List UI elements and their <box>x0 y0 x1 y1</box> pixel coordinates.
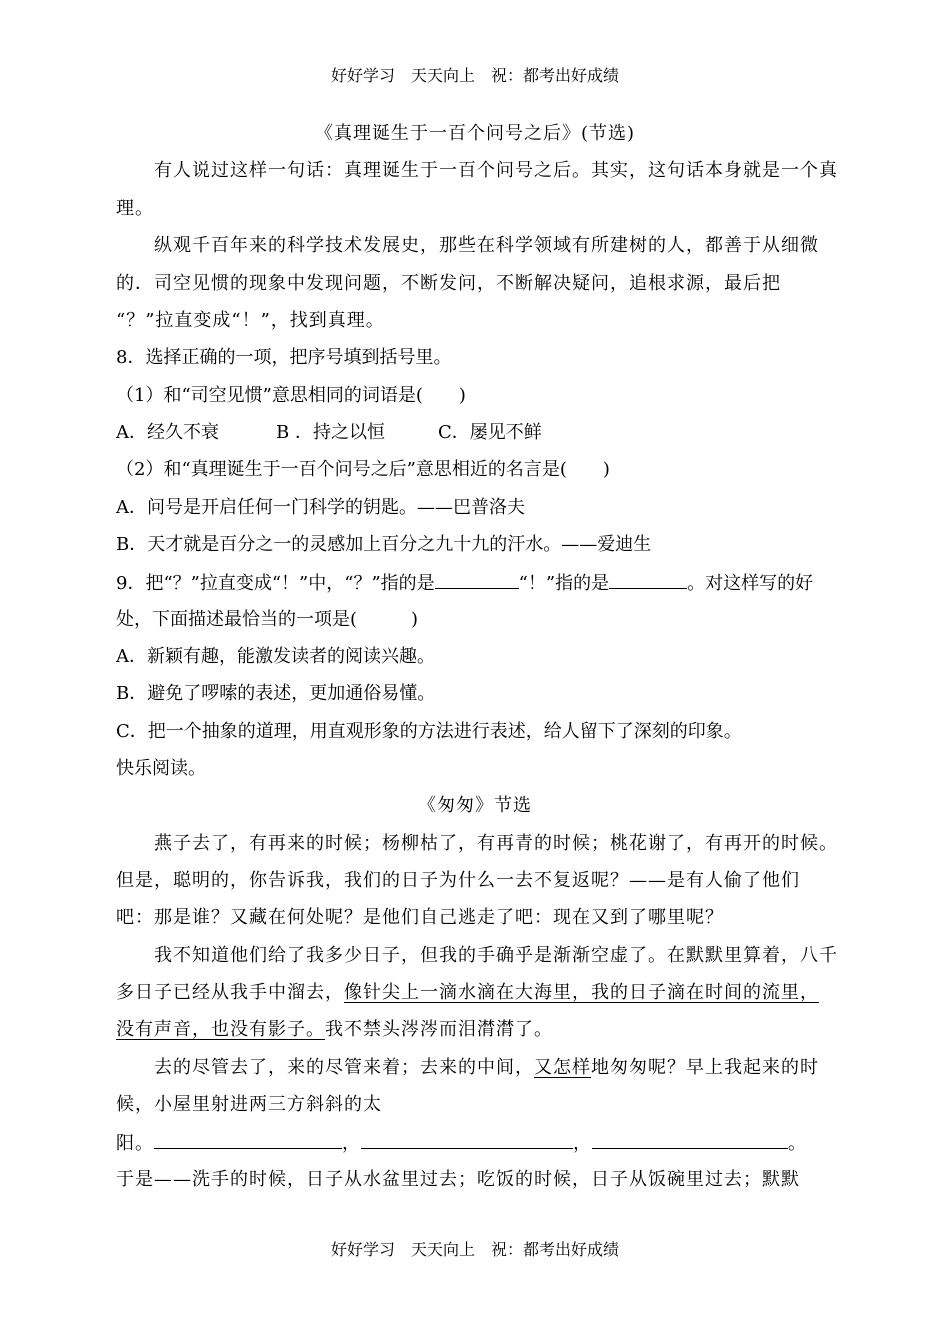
underlined-sentence: 没有声音，也没有影子。 <box>116 1019 325 1040</box>
answer-blank[interactable] <box>609 570 687 589</box>
q9-stem-part3: 。对这样写的好 <box>687 573 814 594</box>
answer-blank[interactable] <box>154 1130 342 1149</box>
passage1-line: 理。 <box>116 198 154 219</box>
passage2-text: 我不禁头涔涔而泪潸潸了。 <box>325 1019 553 1040</box>
passage1-line: 有人说过这样一句话：真理诞生于一百个问号之后。其实，这句话本身就是一个真 <box>116 160 838 181</box>
passage1-line: “？”拉直变成“！”，找到真理。 <box>116 310 385 331</box>
q9-stem-part1: 9．把“？”拉直变成“！”中，“？”指的是 <box>116 573 435 594</box>
answer-blank[interactable] <box>435 570 519 589</box>
underlined-word: 又怎样 <box>534 1057 591 1078</box>
passage2-text: 去的尽管去了，来的尽管来着；去来的中间， <box>116 1057 534 1078</box>
q8-sub1: （1）和“司空见惯”意思相同的词语是( ) <box>116 385 466 406</box>
passage2-line: 吧：那是谁？又藏在何处呢？是他们自己逃走了吧：现在又到了哪里呢？ <box>116 907 724 928</box>
q9-stem <box>116 570 813 596</box>
passage2-text: 阳。 <box>116 1133 154 1154</box>
passage1-line: 的．司空见惯的现象中发现问题，不断发问，不断解决疑问，追根求源，最后把 <box>116 273 781 294</box>
q8-sub2-option-a: A．问号是开启任何一门科学的钥匙。——巴普洛夫 <box>116 497 525 518</box>
period: 。 <box>788 1133 807 1154</box>
passage2-text: 地匆匆呢？早上我起来的时 <box>591 1057 819 1078</box>
q9-stem-line2: 处，下面描述最恰当的一项是( ) <box>116 609 419 630</box>
page-header: 好好学习 天天向上 祝：都考出好成绩 <box>330 66 619 85</box>
underlined-sentence: 像针尖上一滴水滴在大海里，我的日子滴在时间的流里， <box>344 982 819 1003</box>
passage2-line <box>116 1018 553 1042</box>
comma: ， <box>342 1133 361 1154</box>
q9-option-a: A．新颖有趣，能激发读者的阅读兴趣。 <box>116 646 435 667</box>
section-label: 快乐阅读。 <box>116 758 206 779</box>
passage1-title: 《真理诞生于一百个问号之后》(节选) <box>314 123 636 144</box>
passage1-line: 纵观千百年来的科学技术发展史，那些在科学领域有所建树的人，都善于从细微 <box>116 235 819 256</box>
q9-option-b: B．避免了啰嗦的表述，更加通俗易懂。 <box>116 683 436 704</box>
passage2-line: 候，小屋里射进两三方斜斜的太 <box>116 1094 382 1115</box>
passage2-line: 于是——洗手的时候，日子从水盆里过去；吃饭的时候，日子从饭碗里过去；默默 <box>116 1169 800 1190</box>
page-footer: 好好学习 天天向上 祝：都考出好成绩 <box>330 1240 619 1259</box>
passage2-fill-line <box>116 1130 807 1156</box>
q8-sub2-option-b: B．天才就是百分之一的灵感加上百分之九十九的汗水。——爱迪生 <box>116 534 652 555</box>
passage2-line <box>116 981 819 1005</box>
q8-sub1-option-a: A．经久不衰 <box>116 422 219 443</box>
answer-blank[interactable] <box>361 1130 573 1149</box>
passage2-line: 我不知道他们给了我多少日子，但我的手确乎是渐渐空虚了。在默默里算着，八千 <box>116 945 838 966</box>
q8-stem: 8．选择正确的一项，把序号填到括号里。 <box>116 347 452 368</box>
q9-option-c: C．把一个抽象的道理，用直观形象的方法进行表述，给人留下了深刻的印象。 <box>116 721 742 742</box>
answer-blank[interactable] <box>592 1130 788 1149</box>
passage2-text: 多日子已经从我手中溜去， <box>116 982 344 1003</box>
q8-sub1-option-b: B ．持之以恒 <box>276 422 385 443</box>
comma: ， <box>573 1133 592 1154</box>
q8-sub1-option-c: C．屡见不鲜 <box>438 422 542 443</box>
q9-stem-part2: “！”指的是 <box>518 573 610 594</box>
passage2-line: 但是，聪明的，你告诉我，我们的日子为什么一去不复返呢？——是有人偷了他们 <box>116 870 800 891</box>
passage2-line: 燕子去了，有再来的时候；杨柳枯了，有再青的时候；桃花谢了，有再开的时候。 <box>116 833 838 854</box>
q8-sub2: （2）和“真理诞生于一百个问号之后”意思相近的名言是( ) <box>116 459 610 480</box>
passage2-title: 《匆匆》节选 <box>418 795 532 816</box>
passage2-line <box>116 1056 819 1080</box>
